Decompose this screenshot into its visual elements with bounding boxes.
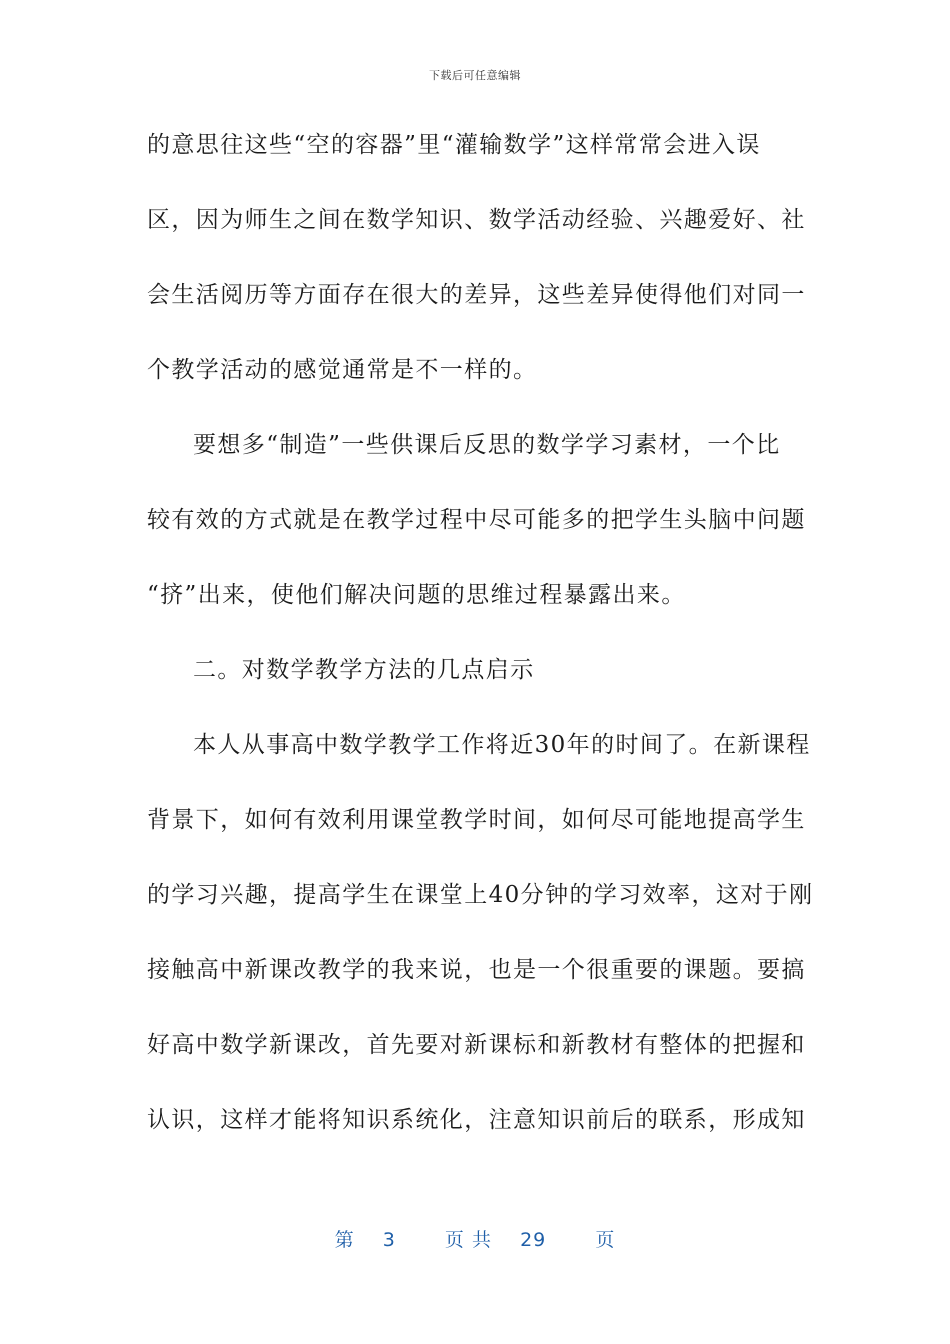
text-line: 的意思往这些“空的容器”里“灌输数学”这样常常会进入误 <box>147 132 761 158</box>
text-line: 好高中数学新课改，首先要对新课标和新教材有整体的把握和 <box>147 1032 806 1058</box>
text-line: 的学习兴趣，提高学生在课堂上40分钟的学习效率，这对于刚 <box>147 882 814 908</box>
text-line: 区，因为师生之间在数学知识、数学活动经验、兴趣爱好、社 <box>147 207 806 233</box>
footer-page-number: 3 <box>382 1229 396 1251</box>
text-line: “挤”出来，使他们解决问题的思维过程暴露出来。 <box>147 582 686 608</box>
footer-total-pages: 29 <box>520 1229 547 1251</box>
text-line: 较有效的方式就是在教学过程中尽可能多的把学生头脑中问题 <box>147 507 806 533</box>
footer-prefix: 第 <box>334 1229 355 1251</box>
page-footer <box>0 1225 950 1252</box>
text-line: 接触高中新课改教学的我来说，也是一个很重要的课题。要搞 <box>147 957 806 983</box>
text-line: 认识，这样才能将知识系统化，注意知识前后的联系，形成知 <box>147 1107 806 1133</box>
document-body <box>147 126 814 1176</box>
text-line: 背景下，如何有效利用课堂教学时间，如何尽可能地提高学生 <box>147 807 806 833</box>
text-line: 会生活阅历等方面存在很大的差异，这些差异使得他们对同一 <box>147 282 806 308</box>
text-line: 本人从事高中数学教学工作将近30年的时间了。在新课程 <box>193 732 811 758</box>
section-heading: 二。对数学教学方法的几点启示 <box>193 657 535 683</box>
text-line: 个教学活动的感觉通常是不一样的。 <box>147 357 538 383</box>
text-line: 要想多“制造”一些供课后反思的数学学习素材，一个比 <box>193 432 781 458</box>
page-header-note: 下载后可任意编辑 <box>429 69 521 82</box>
footer-middle: 页 共 <box>444 1229 492 1251</box>
footer-suffix: 页 <box>595 1229 616 1251</box>
